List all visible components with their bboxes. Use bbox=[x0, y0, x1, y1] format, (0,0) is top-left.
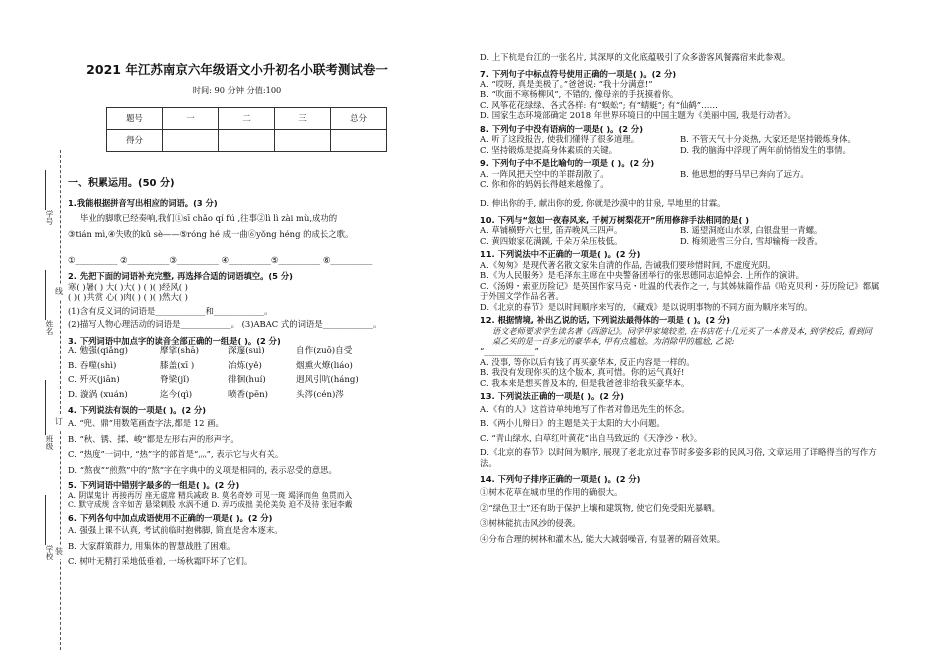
question-6-option: A. 强强上课不认真, 考试前临时抱佛脚, 简直是舍本逐末。 bbox=[68, 525, 283, 536]
question-10-option: D. 梅须逊雪三分白, 雪却输梅一段香。 bbox=[680, 235, 823, 246]
question-9-option: D. 伸出你的手, 献出你的爱, 你就是沙漠中的甘泉, 旱地里的甘霖。 bbox=[480, 197, 726, 208]
question-10-option: A. 草铺横野六七里, 笛弄晚风三四声。 bbox=[480, 225, 623, 236]
question-12-option: C. 我本来是想买普及本的, 但是我爸爸非给我买豪华本。 bbox=[480, 377, 690, 388]
option-cell: B. 吞噬(shì) bbox=[68, 360, 117, 371]
question-11-option: D.《北京的春节》是以时间顺序来写的, 《藏戏》是以说明事物的不同方面为顺序来写的。 bbox=[480, 301, 813, 312]
question-8-option: D. 我的脑海中浮现了两年前悄悄发生的事情。 bbox=[680, 144, 851, 155]
score-row-label: 得分 bbox=[107, 129, 163, 151]
question-12-blank[interactable]: “____________” bbox=[480, 346, 539, 357]
question-1-line: ③tián mì,④失败的kǔ sè——⑤róng hé 成一曲⑥yǒng héng 的成长之歌。 bbox=[68, 228, 354, 239]
question-14-sentence: ②“绿色卫士”还有助于保护上壤和建筑物, 使它们免受阳光暴晒。 bbox=[480, 502, 721, 513]
binding-blank bbox=[45, 170, 46, 210]
option-cell: 徘徊(huí) bbox=[228, 375, 266, 386]
question-5-option: A. 阴谋鬼计 再接再厉 座无虚席 精兵减政 B. 莫名奇妙 可见一斑 竭泽而鱼 鱼贯而入 bbox=[68, 490, 353, 500]
option-row bbox=[480, 145, 880, 156]
question-1-text bbox=[68, 211, 406, 243]
seal-char-zhuang: 装 bbox=[55, 545, 63, 559]
question-10-option: C. 黄四娘家花满蹊, 千朵万朵压枝低。 bbox=[480, 235, 623, 246]
score-cell[interactable] bbox=[219, 129, 275, 151]
option-cell: D. 漩涡 (xuán) bbox=[68, 390, 128, 401]
score-header-cell: 三 bbox=[275, 107, 331, 129]
option-cell: 头涔(cén)涔 bbox=[296, 390, 344, 401]
binding-blank bbox=[45, 495, 46, 545]
question-13-option: A.《有的人》这首诗单纯地写了作者对鲁迅先生的怀念。 bbox=[480, 403, 690, 414]
option-cell: 深邃(suì) bbox=[228, 345, 265, 356]
seal-char-ding: 订 bbox=[55, 415, 63, 429]
question-13-option: D.《北京的春节》以时间为顺序, 展现了老北京过春节时多姿多彩的民风习俗, 文章运用了详略得当的写作方法。 bbox=[480, 447, 877, 468]
question-10-title: 10. 下列与“忽如一夜春风来, 千树万树梨花开”所用修辞手法相同的是( ) bbox=[480, 215, 750, 226]
question-4-option: A. “兜、鼎”用数笔画查字法,都是 12 画。 bbox=[68, 418, 224, 429]
option-cell: 烟熏火燎(liáo) bbox=[296, 360, 353, 371]
question-2-line: (2)描写人物心理活动的词语是____________。 (3)ABAC 式的词语是____________。 bbox=[68, 319, 382, 330]
question-7-option: B. “吹面不寒杨柳风”, 不错的, 像母亲的手抚摸着你。 bbox=[480, 89, 679, 100]
question-8-option: C. 坚持锻炼是提高身体素质的关键。 bbox=[480, 144, 618, 155]
question-2-line: 寒( )暑( ) 大( )大( ) ( )( )经风( ) bbox=[68, 281, 188, 292]
question-2-title: 2. 先把下面的词语补充完整, 再选择合适的词语填空。(5 分) bbox=[68, 271, 293, 282]
question-1-answer-blanks[interactable]: ①__________ ②__________③__________ ④__________⑤__________ ⑥__________ bbox=[68, 254, 373, 265]
option-row bbox=[68, 361, 406, 372]
question-12-option: B. 我没有发现你买的这个版本, 真可惜。你的运气真好! bbox=[480, 367, 685, 378]
question-1-title: 1.我能根据拼音写出相应的词语。(3 分) bbox=[68, 198, 218, 209]
option-row bbox=[480, 225, 880, 236]
question-9-option: B. 他思想的野马早已奔向了远方。 bbox=[680, 168, 809, 179]
binding-label-school: 学校 bbox=[45, 545, 54, 560]
score-header-cell: 题号 bbox=[107, 107, 163, 129]
question-11-option: A.《匆匆》是现代著名散文家朱自清的作品, 告诫我们要珍惜时间, 不虚度光阴。 bbox=[480, 259, 776, 270]
question-9-option: A. 一阵风把天空中的羊群刮散了。 bbox=[480, 168, 609, 179]
score-header-cell: 一 bbox=[163, 107, 219, 129]
binding-label-name: 姓名 bbox=[45, 320, 54, 335]
option-row bbox=[480, 169, 880, 180]
binding-blank bbox=[45, 380, 46, 435]
question-7-title: 7. 下列句子中标点符号使用正确的一项是( )。(2 分) bbox=[480, 68, 677, 79]
exam-title: 2021 年江苏南京六年级语文小升初名小联考测试卷一 bbox=[86, 62, 388, 77]
question-3-title: 3. 下列词语中加点字的读音全部正确的一组是( )。(2 分) bbox=[68, 335, 281, 346]
score-table bbox=[106, 107, 387, 152]
option-row bbox=[68, 390, 406, 401]
option-row bbox=[68, 346, 406, 357]
option-cell: 脊梁(jǐ) bbox=[160, 375, 190, 386]
question-14-sentence: ①树木花草在城市里的作用的确很大。 bbox=[480, 487, 623, 498]
question-12-title: 12. 根据情境, 补出乙说的话, 下列说法最得体的一项是 ( )。(2 分) bbox=[480, 315, 731, 326]
option-cell: C. 歼灭(jiān) bbox=[68, 375, 120, 386]
question-6-title: 6. 下列各句中加点成语使用不正确的一项是( )。(2 分) bbox=[68, 512, 273, 523]
option-cell: 迄今(qì) bbox=[160, 390, 193, 401]
question-14-title: 14. 下列句子排序正确的一项是( )。(2 分) bbox=[480, 474, 641, 485]
question-8-title: 8. 下列句子中没有语病的一项是( )。(2 分) bbox=[480, 123, 643, 134]
question-13-option: B.《两小儿辩日》的主题是关于太阳的大小问题。 bbox=[480, 418, 665, 429]
question-8-option: A. 听了这段报告, 使我们懂得了很多道理。 bbox=[480, 134, 640, 145]
question-13-option: C. “青山绿水, 白草红叶黄花”出自马致远的《天净沙・秋》。 bbox=[480, 432, 703, 443]
question-14-sentence: ③树林能抗击风沙的侵袭。 bbox=[480, 518, 581, 529]
question-6-option: C. 树叶无精打采地低垂着, 一场秋霜吓坏了它们。 bbox=[68, 556, 253, 567]
question-9-title: 9. 下列句子中不是比喻句的一项是 ( )。(2 分) bbox=[480, 158, 655, 169]
option-cell: 迥风引吭(háng) bbox=[296, 375, 359, 386]
question-11-option: C.《汤姆・索亚历险记》是英国作家马克・吐温的代表作之一, 与其姊妹篇作品《哈克贝利・芬历险记》都属于外国文学作品名著。 bbox=[480, 280, 880, 302]
score-header-cell: 二 bbox=[219, 107, 275, 129]
question-4-option: D. “熬夜”“煎熬”中的“熬”字在字典中的义项是相同的, 表示忍受的意思。 bbox=[68, 464, 337, 475]
seal-char-xian: 线 bbox=[55, 285, 63, 299]
option-row bbox=[68, 375, 406, 386]
question-7-option: C. 风筝花花绿绿、各式各样: 有“蜈蚣”; 有“蜻蜓”; 有“仙鹤”…… bbox=[480, 99, 718, 110]
question-13-title: 13. 下列说法正确的一项是( )。(2 分) bbox=[480, 391, 624, 402]
question-1-line: 毕业的脚歌已经奏响,我们①sī chǎo qí fú ,往事②lì lì zài mù,成功的 bbox=[80, 212, 338, 223]
question-6-option: B. 大家群策群力, 用集体的智慧战胜了困难。 bbox=[68, 540, 236, 551]
question-11-title: 11. 下列说法中不正确的一项是( )。(2 分) bbox=[480, 249, 641, 260]
question-12-option: A. 没事, 等你以后有钱了再买豪华本, 反正内容是一样的。 bbox=[480, 356, 695, 367]
question-7-option: A. “哎呀, 真是美极了。”爸爸说: “我十分满意!” bbox=[480, 78, 653, 89]
score-cell[interactable] bbox=[163, 129, 219, 151]
question-4-title: 4. 下列说法有误的一项是( )。(2 分) bbox=[68, 404, 207, 415]
question-5-option: C. 默守成规 含辛如苦 悬梁刺股 水涡不通 D. 弄巧成拙 美伦美奂 迫不及待 张冠李戴 bbox=[68, 500, 353, 510]
question-2-line: ( )( )共赏 心( )肉( ) ( )( )然大( ) bbox=[68, 292, 188, 303]
question-11-option: B.《为人民服务》是毛泽东主席在中央警备团举行的张思德同志追悼会. 上所作的演讲。 bbox=[480, 270, 805, 281]
option-cell: A. 勉强(qiǎng) bbox=[68, 345, 128, 356]
question-9-option: C. 你和你的妈妈长得越来越像了。 bbox=[480, 179, 609, 190]
option-row bbox=[480, 236, 880, 247]
option-cell: 冶炼(yě) bbox=[228, 360, 262, 371]
section-heading: 一、积累运用。(50 分) bbox=[68, 177, 175, 189]
option-cell: 膝盖(xī ) bbox=[160, 360, 195, 371]
score-header-cell: 总分 bbox=[331, 107, 387, 129]
question-3-options bbox=[68, 346, 406, 401]
option-row bbox=[480, 134, 880, 145]
score-cell[interactable] bbox=[275, 129, 331, 151]
question-6-option: D. 上下杭是台江的一张名片, 其深厚的文化底蕴吸引了众多游客风餐露宿来此参观。 bbox=[480, 52, 791, 62]
binding-label-class: 班级 bbox=[45, 435, 54, 450]
question-10-option: B. 遥望洞庭山水翠, 白银盘里一青螺。 bbox=[680, 225, 823, 236]
binding-blank bbox=[45, 270, 46, 320]
binding-label-student-id: 学号 bbox=[45, 210, 54, 225]
option-cell: 自作(zuō)自受 bbox=[296, 345, 353, 356]
option-cell: 摩挲(shā) bbox=[160, 345, 199, 356]
question-2-line: (1)含有反义词的词语是____________和____________。 bbox=[68, 305, 273, 316]
seal-dashed-line bbox=[60, 150, 61, 650]
question-8-option: B. 不管天气十分炎热, 大家还是坚持锻炼身体。 bbox=[680, 134, 856, 145]
option-cell: 喷香(pēn) bbox=[228, 390, 269, 401]
question-5-title: 5. 下列词语中错别字最多的一组是( )。(2 分) bbox=[68, 480, 240, 491]
exam-meta: 时间: 90 分钟 分值:100 bbox=[192, 84, 282, 95]
left-column bbox=[68, 52, 406, 567]
question-7-option: D. 国家生态环境部确定 2018 年世界环境日的中国主题为《美丽中国, 我是行动者》。 bbox=[480, 110, 796, 121]
right-column bbox=[480, 52, 880, 544]
question-4-option: B. “秋、锈、揉、峻”都是左形右声的形声字。 bbox=[68, 433, 239, 444]
score-cell[interactable] bbox=[331, 129, 387, 151]
question-14-sentence: ④分布合理的树林和灌木丛, 能大大减弱噪音, 有显著的隔音效果。 bbox=[480, 533, 726, 544]
question-12-passage: 语文老师要求学生读名著《西游记》。同学甲家境较差, 在书店花十几元买了一本普及本, 到学校后, 看到同桌乙买的是一百多元的豪华本, 甲有点尴尬。为消除甲的尴尬, 乙说: bbox=[492, 325, 872, 346]
question-4-option: C. “热度”一词中, “热”字的部首是“灬”, 表示它与火有关。 bbox=[68, 449, 284, 460]
